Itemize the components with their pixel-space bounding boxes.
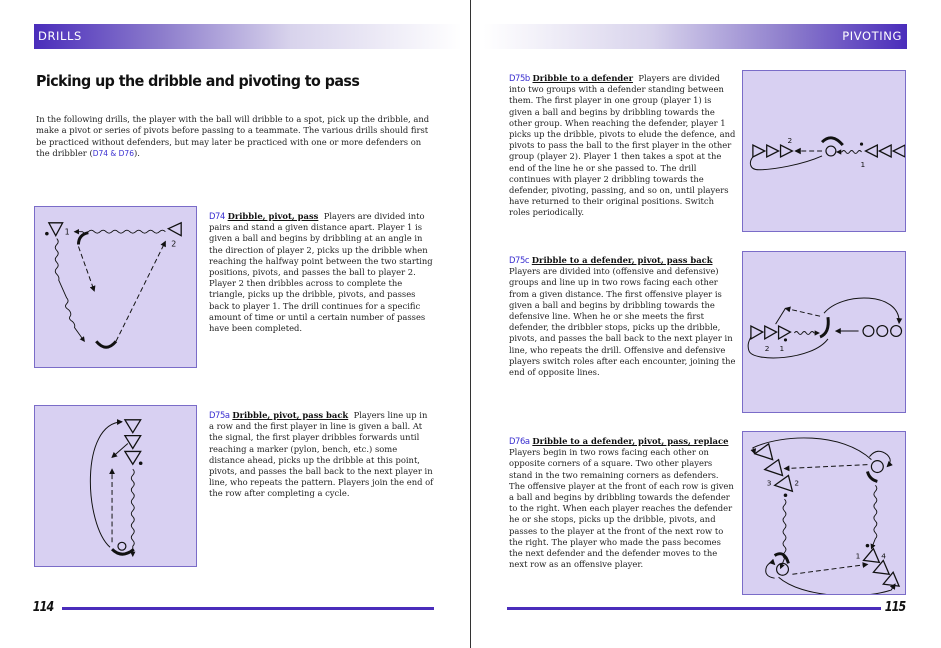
label-player-1: 1 [779,343,785,353]
drill-description: Players are divided into pairs and stand a given distance apart. Player 1 is given a ball and begins by dribbling at an angle in the direction of player 2, picks up the dribble when reaching the halfway point between the two starting positions, pivots, and passes the ball to player 2. Player 2 then dribbles across to complete the triangle, picks up the dribble, pivots, and passes back to player 1. The drill continues for a specific amount of time or until a certain number of passes have been completed. [209,211,433,334]
offense-rotation-path [748,337,828,358]
return-path [750,156,822,170]
defender-rotation-path [824,298,899,323]
defender-icon [777,563,789,575]
drill-title: Dribble to a defender [532,73,634,83]
defender-drill-diagram [743,71,905,231]
drill-code: D75b [509,73,530,83]
drill-title: Dribble to a defender, pivot, pass back [531,255,713,265]
ball-icon [866,544,870,548]
dribble-path [55,239,84,342]
left-page [0,0,470,648]
player-1-icon [49,223,63,236]
label-player-1: 1 [855,551,861,561]
drill-code: D75c [509,255,530,265]
footer-rule [507,607,881,610]
intro-drill-reference: D74 & D76 [92,148,134,158]
pivot-marker [822,138,843,145]
drill-description: Players begin in two rows facing each other on opposite corners of a square. Two other players stand in the two remaining corners as defenders. The offensive player at the front of each row is given a ball and begins by dribbling towards the defender to the right. When each player reaches the defender he or she stops, picks up the dribble, pivots, and passes to the player at the front of the next row to the right. The player who made the pass becomes the next defender and the defender moves to the next row as an offensive player. [509,447,734,570]
player-icon [125,420,141,433]
player-icon [893,145,905,157]
dribble-path [837,151,862,154]
footer-rule [62,607,434,610]
diagram-d75b [742,70,906,232]
player-icon [767,145,779,157]
diagram-d75c [742,251,906,413]
pass-back-drill-diagram [743,252,905,412]
drill-code: D74 [209,211,225,221]
player-icon [781,145,793,157]
pass-path-bottom [792,564,867,574]
drill-d76a [509,436,737,570]
pass-path [116,242,165,342]
pivot-marker-2 [78,233,88,245]
ball-icon [139,462,143,466]
move-arrow [112,444,128,458]
drill-title: Dribble, pivot, pass back [232,410,349,420]
defender-circle-path [766,563,775,578]
defender-circle-path [869,451,890,466]
ball-icon [45,232,49,236]
label-player-1: 1 [860,159,866,169]
label-player-2: 2 [794,478,800,488]
player-icon [765,326,777,339]
intro-paragraph [36,114,436,159]
intro-text: In the following drills, the player with the ball will dribble to a spot, pick up the dribble, and make a pivot or series of pivots before passing to a teammate. The various drills should first be practiced without defenders, but may later be practiced with one or more defenders on the dribbler ( [36,114,430,158]
diagram-d76a [742,431,906,595]
label-player-1: 1 [64,227,70,237]
defender-icon [891,326,902,337]
player-icon [753,145,765,157]
drill-title: Dribble to a defender, pivot, pass, replace [532,436,729,446]
pass-path-return [78,247,94,291]
player-icon [125,451,141,464]
ball-icon [784,493,788,497]
diagram-d75a [34,405,197,567]
player-icon [125,436,141,449]
player-icon [879,145,891,157]
drill-code: D76a [509,436,530,446]
player-icon [775,475,793,491]
page-number: 115 [884,600,906,615]
player-2-icon [168,223,181,236]
page-title: Picking up the dribble and pivoting to pass [36,72,360,90]
pass-path-top [784,465,867,469]
rotation-path-bottom [779,577,896,594]
right-page [471,0,941,648]
drill-description: Players are divided into (offensive and defensive) groups and line up in two rows facing each other from a given distance. The first offensive player is given a ball and begins by dribbling towards the defensive line. When he or she meets the first defender, the dribbler stops, picks up the dribble, pivots, and passes the ball back to the next player in line, who repeats the drill. Offensive and defensive players switch roles after each encounter, joining the end of opposite lines. [509,266,736,378]
player-icon [779,326,791,339]
player-icon [864,549,880,563]
return-path [90,422,122,547]
pivot-marker [96,341,116,347]
move-line [776,308,786,324]
drill-code: D75a [209,410,230,420]
diagram-d74 [34,206,197,368]
dribble-path-right [871,485,876,548]
drill-description: Players are divided into two groups with a defender standing between them. The first player in one group (player 1) is given a ball and begins by dribbling towards the other group. When reaching the defender, player 1 picks up the dribble, pivots to elude the defence, and pivots to pass the ball to the first player in the other group (player 2). Player 1 then takes a spot at the end of the line he or she passed to. The drill continues with player 2 dribbling towards the defender, pivoting, passing, and so on, until players have returned to their original positions. Switch roles periodically. [509,73,736,218]
drill-d75a [209,410,434,500]
label-player-2: 2 [171,239,177,249]
section-header: DRILLS [34,24,462,49]
intro-end: ). [133,147,140,158]
drill-d74 [209,211,434,334]
rotation-path-top [753,438,872,460]
drill-d75b [509,73,737,219]
section-header: PIVOTING [483,24,907,49]
defender-icon [826,146,836,156]
defender-icon [877,326,888,337]
ball-icon [784,338,787,341]
triangle-drill-diagram [35,207,196,367]
label-player-3: 3 [766,478,772,488]
player-icon [751,326,763,339]
defender-icon [871,461,883,473]
pivot-marker [820,317,828,337]
label-player-2: 2 [787,136,793,146]
page-number: 114 [32,600,54,615]
player-icon [865,145,877,157]
label-player-2: 2 [764,343,770,353]
marker-cone-icon [118,542,126,550]
defender-icon [863,326,874,337]
drill-title: Dribble, pivot, pass [227,211,319,221]
label-player-4: 4 [881,551,886,561]
ball-icon [860,143,863,146]
dribble-path [131,469,134,556]
line-drill-diagram [35,406,196,566]
square-drill-diagram [743,432,905,594]
dribble-path [794,332,819,335]
pivot-marker [867,472,877,482]
drill-description: Players line up in a row and the first player in line is given a ball. At the signal, the first player dribbles forwards until reaching a marker (pylon, bench, etc.) some distance ahead, picks up the dribble at this point, pivots, and passes the ball back to the next player in line, who repeats the pattern. Players join the end of the row after completing a cycle. [209,410,434,499]
player-icon [765,460,783,476]
pivot-marker [775,554,789,564]
drill-d75c [509,255,737,378]
pass-path [785,308,820,316]
